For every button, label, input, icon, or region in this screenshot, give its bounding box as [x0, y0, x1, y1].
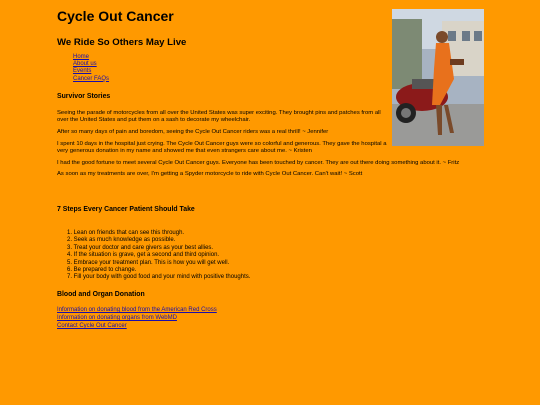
rider-photo-image — [392, 9, 484, 146]
nav-link-cancer-faqs[interactable]: Cancer FAQs — [73, 75, 110, 82]
survivor-heading: Survivor Stories — [57, 93, 111, 100]
nav-item-home — [73, 54, 109, 61]
page-subtitle: We Ride So Others May Live — [57, 37, 187, 48]
nav-link-home[interactable]: Home — [73, 54, 90, 60]
nav-link-about-us[interactable]: About us — [73, 61, 97, 68]
step-item: 5. Embrace your treatment plan. This is how you will get well. — [67, 259, 230, 266]
step-item: 2. Seek as much knowledge as possible. — [67, 237, 176, 244]
survivor-story: As soon as my treatments are over, I'm getting a Spyder motorcycle to ride with Cycle Out Cancer. Can't wait! ~ Scott — [57, 171, 363, 178]
steps-list — [67, 230, 250, 282]
nav-item-faqs — [73, 76, 109, 83]
red-cross-link[interactable]: Information on donating blood from the American Red Cross — [57, 307, 217, 313]
nav-item-about — [73, 61, 109, 68]
contact-link[interactable]: Contact Cycle Out Cancer — [57, 322, 127, 329]
donation-links — [57, 307, 217, 331]
rider-photo — [392, 9, 484, 146]
step-item: 4. If the situation is grave, get a second and third opinion. — [67, 252, 220, 259]
survivor-story: I spent 10 days in the hospital just crying. The Cycle Out Cancer guys were so colorful and generous. They gave the hospital a very generous donation in my name and showed me that even strangers care about me. ~ Kristen — [57, 140, 387, 154]
survivor-story: I had the good fortune to meet several Cycle Out Cancer guys. Everyone has been touched by cancer. They are out there doing something about it. ~ Fritz — [57, 159, 460, 166]
survivor-story: After so many days of pain and boredom, seeing the Cycle Out Cancer riders was a real thrill! ~ Jennifer — [57, 128, 329, 135]
webmd-link[interactable]: Information on donating organs from WebMD — [57, 314, 177, 321]
survivor-story: Seeing the parade of motorcycles from all over the United States was super exciting. They brought pins and patches from all over the United States and put them on a sash to decorate my wheelchair. — [57, 110, 381, 123]
nav-item-events — [73, 68, 109, 75]
nav-link-events[interactable]: Events — [73, 68, 92, 75]
step-item: 7. Fill your body with good food and your mind with positive thoughts. — [67, 274, 251, 281]
step-item: 6. Be prepared to change. — [67, 267, 137, 274]
steps-heading: 7 Steps Every Cancer Patient Should Take — [57, 206, 195, 213]
step-item: 3. Treat your doctor and care givers as your best allies. — [67, 244, 214, 251]
page-title: Cycle Out Cancer — [57, 8, 174, 24]
donation-heading: Blood and Organ Donation — [57, 291, 145, 298]
main-nav — [73, 54, 109, 83]
step-item: 1. Lean on friends that can see this through. — [67, 230, 185, 236]
